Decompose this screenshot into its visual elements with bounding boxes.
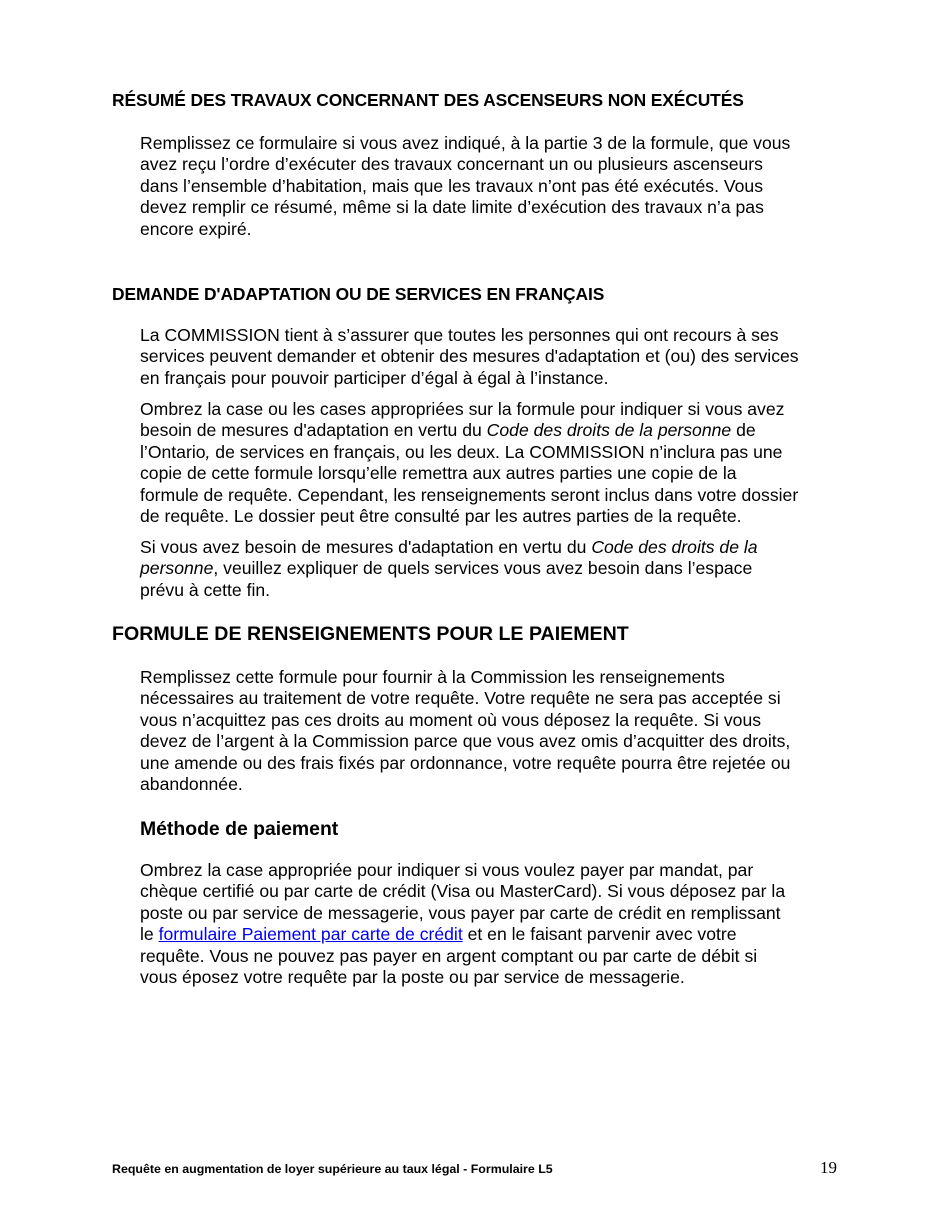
- text-line: encore expiré.: [140, 218, 252, 239]
- text-line: une amende ou des frais fixés par ordonnance, votre requête pourra être rejetée ou: [140, 752, 791, 773]
- paragraph-payment-method: [140, 860, 840, 988]
- text-run: le: [140, 924, 159, 945]
- text-run: l’Ontario: [140, 441, 206, 462]
- text-run: , veuillez expliquer de quels services vous avez besoin dans l’espace: [213, 558, 753, 579]
- text-line: Ombrez la case appropriée pour indiquer si vous voulez payer par mandat, par: [140, 860, 754, 880]
- text-line: poste ou par service de messagerie, vous payer par carte de crédit en remplissant: [140, 902, 781, 923]
- text-run: de services en français, ou les deux. La COMMISSION n’inclura pas une: [210, 441, 783, 462]
- paragraph-unexecuted-elevator-works: [140, 133, 840, 240]
- paragraph-payment-information: [140, 667, 840, 795]
- text-line: formule de requête. Cependant, les renseignements seront inclus dans votre dossier: [140, 484, 799, 505]
- text-line: Ombrez la case ou les cases appropriées sur la formule pour indiquer si vous avez: [140, 399, 785, 419]
- text-line: devez remplir ce résumé, même si la date limite d’exécution des travaux n’a pas: [140, 197, 764, 218]
- text-line: vous n’acquittez pas ces droits au moment où vous déposez la requête. Si vous: [140, 709, 762, 730]
- text-line: Remplissez cette formule pour fournir à la Commission les renseignements: [140, 667, 725, 687]
- paragraph-accommodation-instructions: [140, 399, 840, 527]
- text-line: vous éposez votre requête par la poste ou par service de messagerie.: [140, 967, 685, 988]
- text-line: services peuvent demander et obtenir des mesures d'adaptation et (ou) des services: [140, 346, 799, 367]
- text-line: dans l’ensemble d’habitation, mais que les travaux n’ont pas été exécutés. Vous: [140, 175, 764, 196]
- text-line: prévu à cette fin.: [140, 579, 271, 600]
- page-number: 19: [820, 1158, 837, 1177]
- text-run: besoin de mesures d'adaptation en vertu du: [140, 420, 487, 441]
- text-line: [140, 420, 840, 441]
- text-line: chèque certifié ou par carte de crédit (Visa ou MasterCard). Si vous déposez par la: [140, 881, 786, 902]
- text-run: et en le faisant parvenir avec votre: [462, 924, 737, 945]
- text-line: [140, 442, 840, 463]
- text-run: Si vous avez besoin de mesures d'adaptation en vertu du: [140, 537, 592, 557]
- text-run: de: [731, 420, 756, 441]
- text-line: [140, 537, 840, 558]
- text-line: La COMMISSION tient à s’assurer que toutes les personnes qui ont recours à ses: [140, 325, 779, 345]
- text-line: [140, 558, 840, 579]
- text-line: [140, 924, 840, 945]
- text-line: copie de cette formule lorsqu’elle remettra aux autres parties une copie de la: [140, 463, 737, 484]
- heading-unexecuted-elevator-works: RÉSUMÉ DES TRAVAUX CONCERNANT DES ASCENSEURS NON EXÉCUTÉS: [112, 90, 744, 110]
- text-line: de requête. Le dossier peut être consulté par les autres parties de la requête.: [140, 506, 742, 527]
- text-line: Remplissez ce formulaire si vous avez indiqué, à la partie 3 de la formule, que vous: [140, 133, 791, 153]
- credit-card-payment-form-link[interactable]: formulaire Paiement par carte de crédit: [158, 924, 463, 945]
- footer-document-title: Requête en augmentation de loyer supérieure au taux légal - Formulaire L5: [112, 1162, 553, 1176]
- code-title-italic: Code des droits de la personne: [486, 420, 732, 441]
- paragraph-accommodation-explain: [140, 537, 840, 601]
- text-line: avez reçu l’ordre d’exécuter des travaux concernant un ou plusieurs ascenseurs: [140, 154, 763, 175]
- code-title-italic: Code des droits de la: [591, 537, 758, 557]
- heading-accommodation-request: DEMANDE D'ADAPTATION OU DE SERVICES EN FRANÇAIS: [112, 284, 605, 304]
- text-line: devez de l’argent à la Commission parce que vous avez omis d’acquitter des droits,: [140, 731, 791, 752]
- text-run-italic: ,: [205, 441, 211, 462]
- code-title-italic: personne: [140, 558, 214, 579]
- text-line: en français pour pouvoir participer d’égal à égal à l’instance.: [140, 367, 609, 388]
- paragraph-accommodation-intro: [140, 325, 840, 389]
- heading-payment-method: Méthode de paiement: [140, 818, 339, 840]
- text-line: abandonnée.: [140, 774, 243, 795]
- heading-payment-information: FORMULE DE RENSEIGNEMENTS POUR LE PAIEMENT: [112, 623, 629, 645]
- text-line: requête. Vous ne pouvez pas payer en argent comptant ou par carte de débit si: [140, 945, 758, 966]
- text-line: nécessaires au traitement de votre requête. Votre requête ne sera pas acceptée si: [140, 688, 781, 709]
